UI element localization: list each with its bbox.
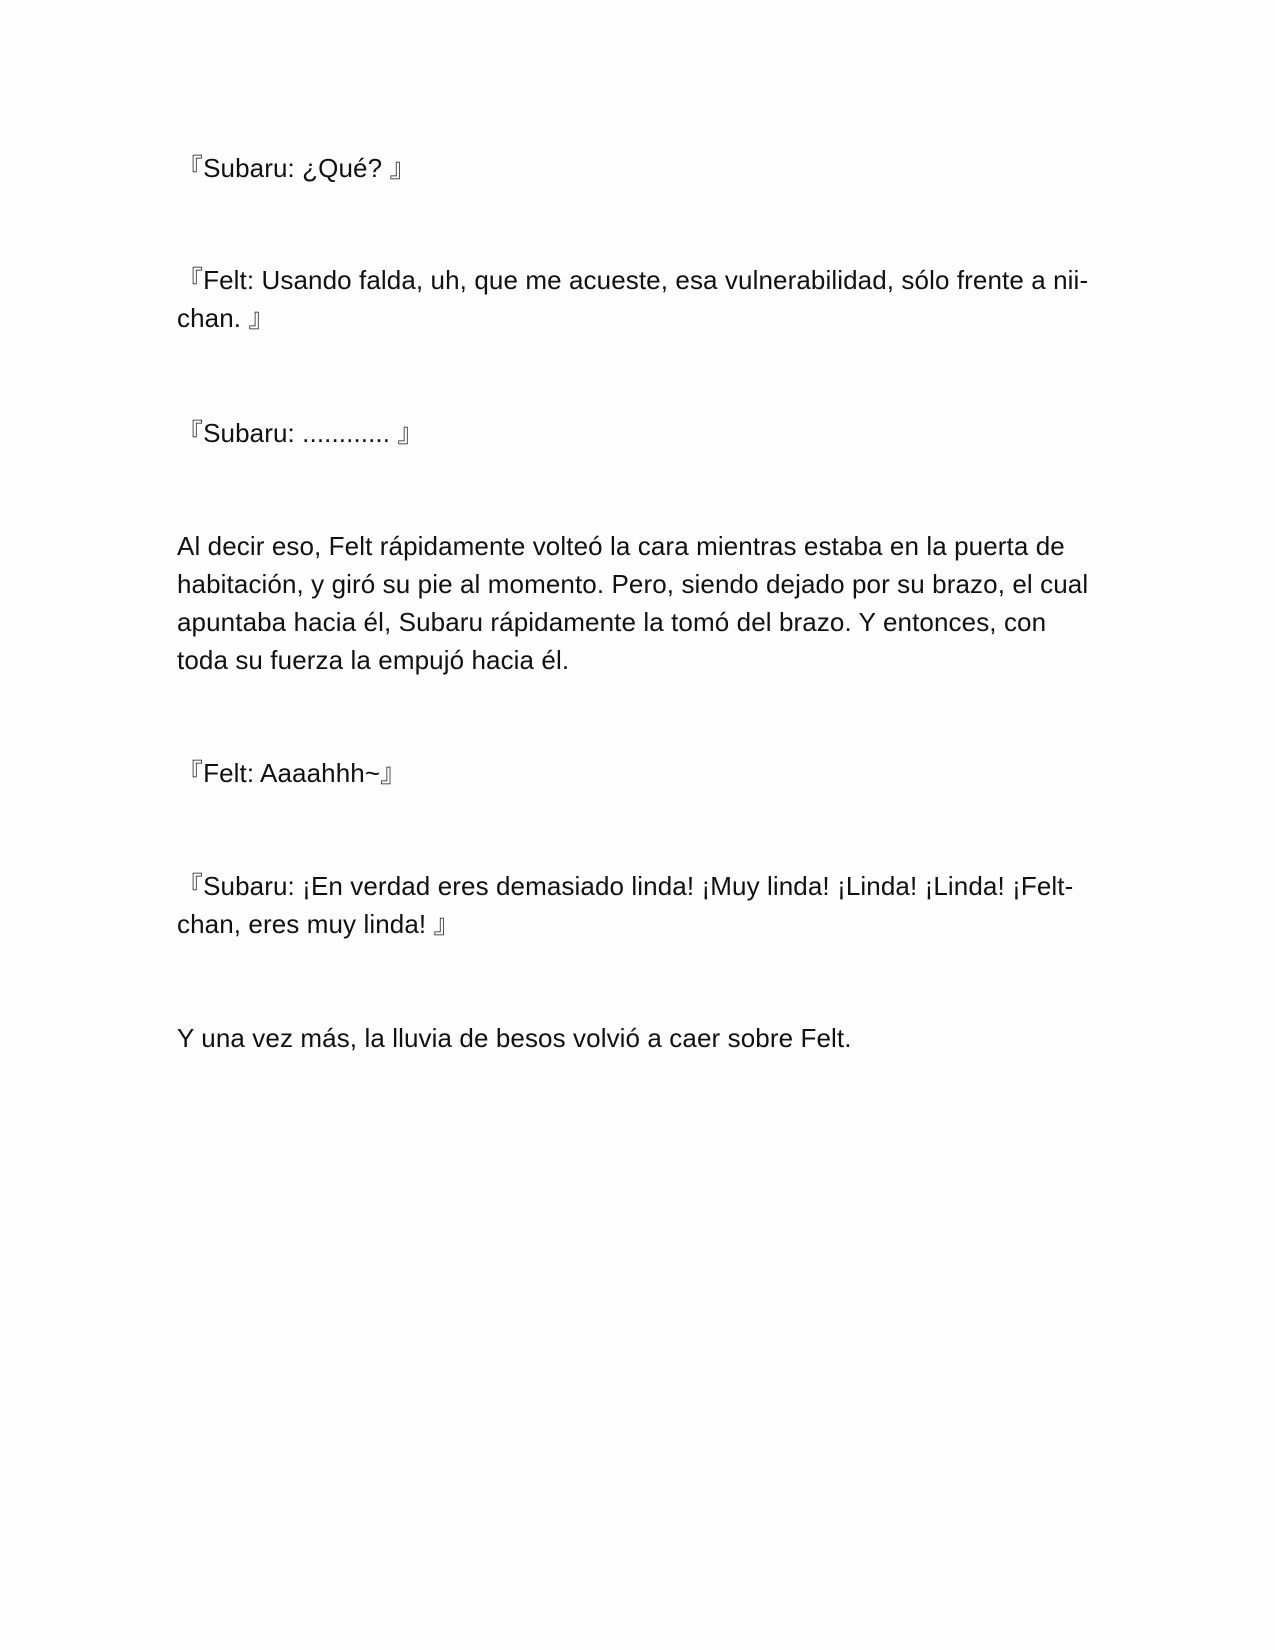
dialogue-line: 『Felt: Usando falda, uh, que me acueste, esa vulnerabilidad, sólo frente a nii-chan. 』 (177, 265, 1089, 333)
dialogue-line: 『Subaru: ¡En verdad eres demasiado linda! ¡Muy linda! ¡Linda! ¡Linda! ¡Felt-chan, eres muy linda! 』 (177, 871, 1074, 939)
narration-paragraph: Al decir eso, Felt rápidamente volteó la cara mientras estaba en la puerta de habitación, y giró su pie al momento. Pero, siendo dejado por su brazo, el cual apuntaba hacia él, Subaru rápidamente la tomó del brazo. Y entonces, con toda su fuerza la empujó hacia él. (177, 531, 1096, 675)
dialogue-line: 『Subaru: ¿Qué? 』 (177, 153, 416, 183)
dialogue-line: 『Felt: Aaaahhh~』 (177, 758, 407, 788)
narration-paragraph: Y una vez más, la lluvia de besos volvió a caer sobre Felt. (177, 1023, 852, 1053)
dialogue-line: 『Subaru: ............ 』 (177, 418, 424, 448)
